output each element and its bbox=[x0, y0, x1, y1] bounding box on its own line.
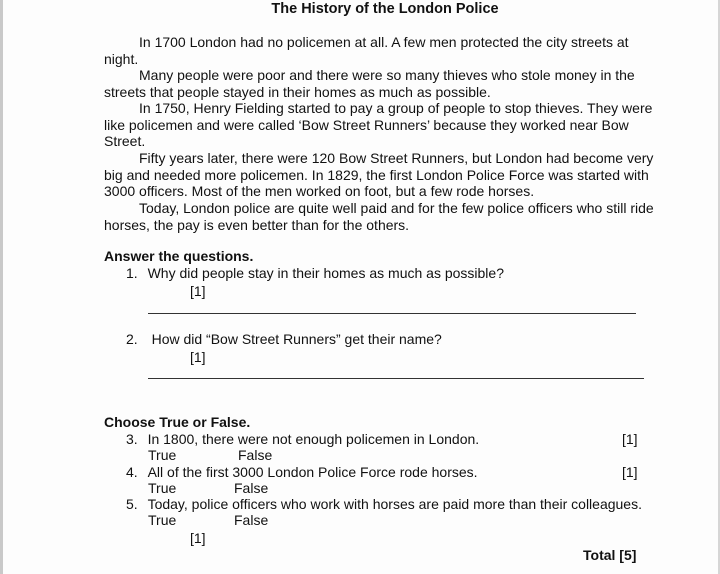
question-text: How did “Bow Street Runners” get their name? bbox=[151, 331, 442, 347]
question-5 bbox=[126, 496, 642, 512]
total-score: Total [5] bbox=[583, 547, 637, 563]
question-3 bbox=[126, 431, 479, 447]
section-heading-answer: Answer the questions. bbox=[104, 248, 254, 264]
passage-text: In 1750, Henry Fielding started to pay a group of people to stop thieves. They were like policemen and were called ‘Bow Street Runners’ because they worked near Bow Street. bbox=[104, 100, 653, 149]
question-number: 1. bbox=[126, 265, 138, 281]
question-text: All of the first 3000 London Police Force rode horses. bbox=[147, 464, 478, 480]
question-number: 4. bbox=[126, 464, 138, 480]
passage-paragraph-3 bbox=[104, 100, 664, 150]
page-edge-left bbox=[0, 0, 3, 574]
passage-paragraph-1 bbox=[104, 34, 664, 67]
question-4-mark: [1] bbox=[622, 464, 638, 480]
question-4 bbox=[126, 464, 478, 480]
question-number: 5. bbox=[126, 496, 138, 512]
passage-text: In 1700 London had no policemen at all. A few men protected the city streets at night. bbox=[104, 34, 629, 67]
passage-paragraph-2 bbox=[104, 67, 664, 100]
answer-line-2[interactable] bbox=[148, 378, 644, 379]
question-2 bbox=[126, 331, 442, 347]
worksheet-title: The History of the London Police bbox=[271, 1, 499, 17]
question-1 bbox=[126, 265, 504, 281]
question-4-false-option[interactable]: False bbox=[234, 480, 269, 496]
passage-paragraph-4 bbox=[104, 150, 664, 200]
question-1-mark: [1] bbox=[190, 283, 206, 299]
question-3-true-option[interactable]: True bbox=[148, 447, 177, 463]
question-5-mark: [1] bbox=[190, 530, 206, 546]
passage-text: Fifty years later, there were 120 Bow Street Runners, but London had become very big and needed more policemen. In 1829, the first London Police Force was started with 3000 officers. Most of the men worked on foot, but a few rode horses. bbox=[104, 150, 654, 199]
question-2-mark: [1] bbox=[190, 349, 206, 365]
question-3-false-option[interactable]: False bbox=[238, 447, 273, 463]
question-text: Today, police officers who work with horses are paid more than their colleagues. bbox=[147, 496, 642, 512]
question-3-mark: [1] bbox=[622, 431, 638, 447]
question-number: 3. bbox=[126, 431, 138, 447]
question-4-true-option[interactable]: True bbox=[148, 480, 177, 496]
question-number: 2. bbox=[126, 331, 138, 347]
question-5-true-option[interactable]: True bbox=[148, 512, 177, 528]
question-text: Why did people stay in their homes as much as possible? bbox=[147, 265, 504, 281]
passage-paragraph-5 bbox=[104, 200, 664, 233]
answer-line-1[interactable] bbox=[148, 313, 636, 314]
passage-text: Many people were poor and there were so many thieves who stole money in the streets that people stayed in their homes as much as possible. bbox=[104, 67, 635, 100]
passage-text: Today, London police are quite well paid and for the few police officers who still ride horses, the pay is even better than for the others. bbox=[104, 200, 654, 233]
question-text: In 1800, there were not enough policemen in London. bbox=[147, 431, 480, 447]
section-heading-true-false: Choose True or False. bbox=[104, 414, 251, 430]
question-5-false-option[interactable]: False bbox=[234, 512, 269, 528]
